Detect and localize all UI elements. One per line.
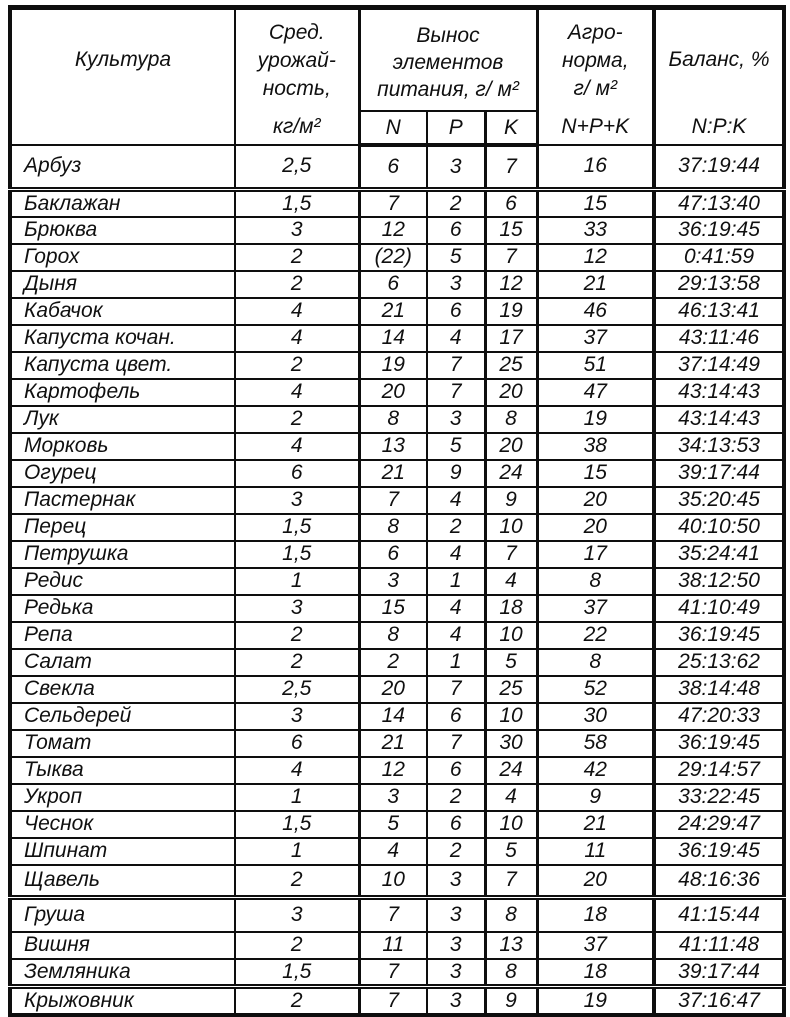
balance-cell: 41:15:44 [654, 898, 784, 932]
npk-cell: 30 [537, 703, 654, 730]
k-cell: 10 [485, 514, 537, 541]
n-cell: 6 [359, 271, 427, 298]
p-cell: 6 [427, 703, 485, 730]
k-cell: 7 [485, 541, 537, 568]
k-cell: 8 [485, 898, 537, 932]
yield-cell: 1,5 [235, 959, 359, 987]
npk-cell: 12 [537, 244, 654, 271]
p-cell: 6 [427, 811, 485, 838]
k-cell: 19 [485, 298, 537, 325]
table-row [10, 189, 784, 217]
yield-cell: 2,5 [235, 145, 359, 189]
table-row [10, 406, 784, 433]
header-balance-formula: N:P:K [691, 115, 747, 138]
yield-cell: 1,5 [235, 541, 359, 568]
n-cell: 20 [359, 379, 427, 406]
npk-cell: 42 [537, 757, 654, 784]
npk-cell: 17 [537, 541, 654, 568]
npk-cell: 38 [537, 433, 654, 460]
n-cell: 14 [359, 325, 427, 352]
culture-cell: Груша [10, 898, 235, 932]
balance-cell: 38:14:48 [654, 676, 784, 703]
table-row [10, 145, 784, 189]
table-row [10, 460, 784, 487]
table-row [10, 811, 784, 838]
k-cell: 7 [485, 865, 537, 898]
yield-cell: 1,5 [235, 514, 359, 541]
culture-cell: Кабачок [10, 298, 235, 325]
k-cell: 25 [485, 676, 537, 703]
table-row [10, 379, 784, 406]
p-cell: 3 [427, 959, 485, 987]
balance-cell: 0:41:59 [654, 244, 784, 271]
table-row [10, 271, 784, 298]
table-row [10, 325, 784, 352]
k-cell: 8 [485, 959, 537, 987]
table-row [10, 757, 784, 784]
header-culture-label: Культура [74, 48, 172, 71]
yield-cell: 4 [235, 757, 359, 784]
table-row [10, 298, 784, 325]
yield-cell: 1 [235, 568, 359, 595]
table-row [10, 595, 784, 622]
yield-cell: 4 [235, 325, 359, 352]
balance-cell: 29:14:57 [654, 757, 784, 784]
culture-cell: Арбуз [10, 145, 235, 189]
culture-cell: Перец [10, 514, 235, 541]
balance-cell: 37:14:49 [654, 352, 784, 379]
npk-cell: 21 [537, 271, 654, 298]
table-row [10, 703, 784, 730]
k-cell: 9 [485, 986, 537, 1015]
p-cell: 3 [427, 932, 485, 959]
n-cell: 21 [359, 460, 427, 487]
header-culture [10, 8, 235, 146]
n-cell: 13 [359, 433, 427, 460]
table-row [10, 352, 784, 379]
yield-cell: 1 [235, 784, 359, 811]
balance-cell: 25:13:62 [654, 649, 784, 676]
yield-cell: 2 [235, 244, 359, 271]
p-cell: 1 [427, 568, 485, 595]
p-cell: 3 [427, 271, 485, 298]
npk-cell: 20 [537, 865, 654, 898]
p-cell: 6 [427, 217, 485, 244]
p-cell: 1 [427, 649, 485, 676]
k-cell: 20 [485, 433, 537, 460]
culture-cell: Морковь [10, 433, 235, 460]
p-cell: 9 [427, 460, 485, 487]
table-row [10, 784, 784, 811]
header-balance [654, 8, 784, 146]
balance-cell: 36:19:45 [654, 730, 784, 757]
yield-cell: 3 [235, 703, 359, 730]
balance-cell: 29:13:58 [654, 271, 784, 298]
npk-cell: 9 [537, 784, 654, 811]
culture-cell: Щавель [10, 865, 235, 898]
n-cell: 12 [359, 217, 427, 244]
balance-cell: 46:13:41 [654, 298, 784, 325]
yield-cell: 2 [235, 406, 359, 433]
yield-cell: 6 [235, 730, 359, 757]
n-cell: 20 [359, 676, 427, 703]
culture-cell: Тыква [10, 757, 235, 784]
k-cell: 7 [485, 145, 537, 189]
table-row [10, 838, 784, 865]
header-p: P [427, 111, 485, 145]
balance-cell: 43:14:43 [654, 406, 784, 433]
npk-cell: 21 [537, 811, 654, 838]
header-k: K [485, 111, 537, 145]
balance-cell: 36:19:45 [654, 622, 784, 649]
p-cell: 2 [427, 838, 485, 865]
balance-cell: 47:13:40 [654, 189, 784, 217]
culture-cell: Чеснок [10, 811, 235, 838]
culture-cell: Горох [10, 244, 235, 271]
npk-cell: 20 [537, 487, 654, 514]
yield-cell: 1,5 [235, 811, 359, 838]
npk-cell: 22 [537, 622, 654, 649]
culture-cell: Дыня [10, 271, 235, 298]
npk-cell: 15 [537, 460, 654, 487]
p-cell: 2 [427, 514, 485, 541]
header-yield-unit: кг/м² [273, 115, 321, 138]
culture-cell: Салат [10, 649, 235, 676]
n-cell: 11 [359, 932, 427, 959]
npk-cell: 18 [537, 898, 654, 932]
table-row [10, 244, 784, 271]
k-cell: 13 [485, 932, 537, 959]
yield-cell: 6 [235, 460, 359, 487]
header-agronorm-formula: N+P+K [561, 115, 630, 138]
k-cell: 24 [485, 757, 537, 784]
k-cell: 6 [485, 189, 537, 217]
yield-cell: 4 [235, 379, 359, 406]
npk-cell: 15 [537, 189, 654, 217]
yield-cell: 2 [235, 986, 359, 1015]
culture-cell: Укроп [10, 784, 235, 811]
n-cell: 8 [359, 622, 427, 649]
k-cell: 20 [485, 379, 537, 406]
table-row [10, 676, 784, 703]
p-cell: 5 [427, 433, 485, 460]
header-balance-label: Баланс, % [668, 48, 770, 71]
balance-cell: 41:10:49 [654, 595, 784, 622]
npk-cell: 58 [537, 730, 654, 757]
balance-cell: 41:11:48 [654, 932, 784, 959]
npk-cell: 37 [537, 595, 654, 622]
n-cell: 10 [359, 865, 427, 898]
culture-cell: Шпинат [10, 838, 235, 865]
header-removal [359, 8, 537, 112]
npk-cell: 52 [537, 676, 654, 703]
n-cell: 15 [359, 595, 427, 622]
n-cell: 3 [359, 784, 427, 811]
n-cell: 7 [359, 189, 427, 217]
culture-cell: Репа [10, 622, 235, 649]
p-cell: 4 [427, 325, 485, 352]
n-cell: 6 [359, 145, 427, 189]
balance-cell: 37:19:44 [654, 145, 784, 189]
yield-cell: 2 [235, 649, 359, 676]
yield-cell: 2,5 [235, 676, 359, 703]
table-body [10, 145, 784, 1015]
culture-cell: Томат [10, 730, 235, 757]
n-cell: (22) [359, 244, 427, 271]
culture-cell: Картофель [10, 379, 235, 406]
n-cell: 7 [359, 986, 427, 1015]
balance-cell: 34:13:53 [654, 433, 784, 460]
culture-cell: Баклажан [10, 189, 235, 217]
table-row [10, 730, 784, 757]
yield-cell: 2 [235, 865, 359, 898]
npk-cell: 11 [537, 838, 654, 865]
table-row [10, 433, 784, 460]
npk-cell: 8 [537, 649, 654, 676]
culture-cell: Редька [10, 595, 235, 622]
balance-cell: 33:22:45 [654, 784, 784, 811]
p-cell: 3 [427, 145, 485, 189]
table-row [10, 487, 784, 514]
table-row [10, 514, 784, 541]
k-cell: 25 [485, 352, 537, 379]
yield-cell: 2 [235, 932, 359, 959]
k-cell: 5 [485, 838, 537, 865]
npk-cell: 18 [537, 959, 654, 987]
k-cell: 17 [485, 325, 537, 352]
table-row [10, 986, 784, 1015]
k-cell: 10 [485, 703, 537, 730]
yield-cell: 2 [235, 271, 359, 298]
culture-cell: Редис [10, 568, 235, 595]
culture-cell: Брюква [10, 217, 235, 244]
yield-cell: 3 [235, 898, 359, 932]
header-removal-label: Вынос элементов питания, г/ м² [377, 23, 519, 101]
p-cell: 3 [427, 865, 485, 898]
balance-cell: 43:14:43 [654, 379, 784, 406]
k-cell: 24 [485, 460, 537, 487]
n-cell: 6 [359, 541, 427, 568]
k-cell: 15 [485, 217, 537, 244]
n-cell: 7 [359, 898, 427, 932]
table-row [10, 217, 784, 244]
p-cell: 2 [427, 784, 485, 811]
k-cell: 10 [485, 622, 537, 649]
n-cell: 21 [359, 730, 427, 757]
k-cell: 8 [485, 406, 537, 433]
n-cell: 2 [359, 649, 427, 676]
balance-cell: 37:16:47 [654, 986, 784, 1015]
yield-cell: 3 [235, 487, 359, 514]
k-cell: 10 [485, 811, 537, 838]
balance-cell: 36:19:45 [654, 838, 784, 865]
p-cell: 7 [427, 676, 485, 703]
npk-cell: 46 [537, 298, 654, 325]
p-cell: 3 [427, 898, 485, 932]
k-cell: 18 [485, 595, 537, 622]
p-cell: 4 [427, 487, 485, 514]
p-cell: 7 [427, 352, 485, 379]
k-cell: 9 [485, 487, 537, 514]
p-cell: 7 [427, 379, 485, 406]
balance-cell: 35:24:41 [654, 541, 784, 568]
p-cell: 7 [427, 730, 485, 757]
n-cell: 8 [359, 514, 427, 541]
npk-cell: 37 [537, 932, 654, 959]
yield-cell: 1,5 [235, 189, 359, 217]
npk-cell: 33 [537, 217, 654, 244]
culture-cell: Крыжовник [10, 986, 235, 1015]
table-row [10, 932, 784, 959]
npk-cell: 47 [537, 379, 654, 406]
balance-cell: 39:17:44 [654, 460, 784, 487]
k-cell: 7 [485, 244, 537, 271]
culture-cell: Огурец [10, 460, 235, 487]
table-row [10, 959, 784, 987]
table-row [10, 649, 784, 676]
n-cell: 19 [359, 352, 427, 379]
table-row [10, 898, 784, 932]
balance-cell: 48:16:36 [654, 865, 784, 898]
balance-cell: 36:19:45 [654, 217, 784, 244]
n-cell: 12 [359, 757, 427, 784]
balance-cell: 43:11:46 [654, 325, 784, 352]
header-yield-label: Сред. урожай- ность, [257, 21, 336, 100]
k-cell: 4 [485, 568, 537, 595]
culture-cell: Капуста цвет. [10, 352, 235, 379]
yield-cell: 3 [235, 217, 359, 244]
n-cell: 4 [359, 838, 427, 865]
p-cell: 2 [427, 189, 485, 217]
culture-cell: Капуста кочан. [10, 325, 235, 352]
yield-cell: 4 [235, 298, 359, 325]
p-cell: 6 [427, 298, 485, 325]
yield-cell: 2 [235, 622, 359, 649]
k-cell: 5 [485, 649, 537, 676]
npk-cell: 16 [537, 145, 654, 189]
balance-cell: 24:29:47 [654, 811, 784, 838]
npk-cell: 19 [537, 986, 654, 1015]
balance-cell: 39:17:44 [654, 959, 784, 987]
p-cell: 3 [427, 986, 485, 1015]
p-cell: 3 [427, 406, 485, 433]
culture-cell: Вишня [10, 932, 235, 959]
n-cell: 21 [359, 298, 427, 325]
p-cell: 6 [427, 757, 485, 784]
p-cell: 4 [427, 541, 485, 568]
n-cell: 7 [359, 487, 427, 514]
p-cell: 4 [427, 595, 485, 622]
header-agronorm [537, 8, 654, 146]
npk-cell: 19 [537, 406, 654, 433]
culture-cell: Пастернак [10, 487, 235, 514]
table-header [10, 8, 784, 146]
npk-cell: 37 [537, 325, 654, 352]
n-cell: 8 [359, 406, 427, 433]
culture-cell: Петрушка [10, 541, 235, 568]
balance-cell: 47:20:33 [654, 703, 784, 730]
yield-cell: 2 [235, 352, 359, 379]
header-agronorm-label: Агро- норма, г/ м² [561, 21, 629, 100]
n-cell: 14 [359, 703, 427, 730]
table-row [10, 865, 784, 898]
p-cell: 5 [427, 244, 485, 271]
balance-cell: 38:12:50 [654, 568, 784, 595]
k-cell: 30 [485, 730, 537, 757]
k-cell: 4 [485, 784, 537, 811]
yield-cell: 4 [235, 433, 359, 460]
n-cell: 3 [359, 568, 427, 595]
yield-cell: 3 [235, 595, 359, 622]
balance-cell: 40:10:50 [654, 514, 784, 541]
npk-cell: 8 [537, 568, 654, 595]
header-n: N [359, 111, 427, 145]
culture-cell: Сельдерей [10, 703, 235, 730]
n-cell: 7 [359, 959, 427, 987]
culture-cell: Земляника [10, 959, 235, 987]
table-row [10, 568, 784, 595]
culture-cell: Свекла [10, 676, 235, 703]
balance-cell: 35:20:45 [654, 487, 784, 514]
table-row [10, 622, 784, 649]
crops-nutrition-table [8, 5, 786, 1017]
n-cell: 5 [359, 811, 427, 838]
k-cell: 12 [485, 271, 537, 298]
culture-cell: Лук [10, 406, 235, 433]
npk-cell: 51 [537, 352, 654, 379]
table-row [10, 541, 784, 568]
yield-cell: 1 [235, 838, 359, 865]
npk-cell: 20 [537, 514, 654, 541]
p-cell: 4 [427, 622, 485, 649]
header-yield [235, 8, 359, 146]
